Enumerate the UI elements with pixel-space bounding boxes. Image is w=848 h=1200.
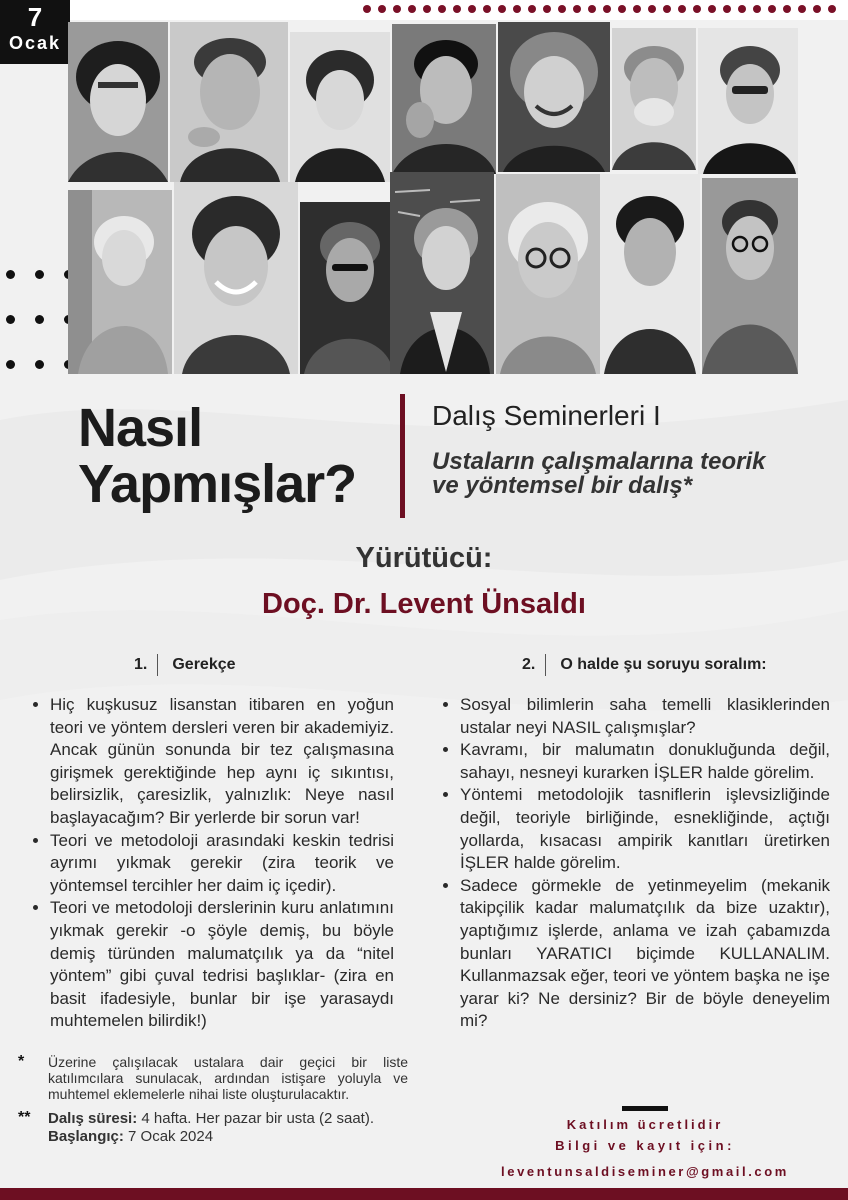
portrait-collage — [68, 22, 798, 374]
duration-text — [48, 1110, 408, 1146]
duration-value: 4 hafta. Her pazar bir usta (2 saat). — [141, 1110, 375, 1127]
subtitle-line: ve yöntemsel bir dalış* — [432, 472, 693, 499]
portrait-photo — [698, 28, 798, 174]
section2-body — [444, 694, 830, 1033]
contact-email[interactable]: leventunsaldiseminer@gmail.com — [501, 1164, 789, 1179]
contact-block — [460, 1106, 830, 1185]
portrait-photo — [174, 182, 298, 374]
asterisk-icon: * — [18, 1053, 25, 1070]
seminar-title — [78, 400, 356, 512]
subtitle-line: Ustaların çalışmalarına teorik — [432, 448, 766, 475]
double-asterisk-icon: ** — [18, 1109, 31, 1126]
start-value: 7 Ocak 2024 — [128, 1128, 214, 1145]
portrait-photo — [390, 172, 494, 374]
list-item: • Sosyal bilimlerin saha temelli klasiklerinden ustalar neyi NASIL çalışmışlar? — [460, 694, 830, 739]
portrait-photo — [600, 174, 700, 374]
left-dots-decoration — [6, 270, 73, 369]
title-divider — [400, 394, 405, 518]
presenter-name: Doç. Dr. Levent Ünsaldı — [262, 588, 586, 620]
list-item: • Kavramı, bir malumatın donukluğunda değil, sahayı, nesneyi kurarken İŞLER halde görelim. — [460, 739, 830, 784]
portrait-photo — [496, 174, 600, 374]
portrait-photo — [68, 190, 172, 374]
section1-heading — [134, 654, 236, 676]
seminar-subtitle — [432, 450, 822, 498]
contact-divider — [622, 1106, 668, 1111]
info-text: Bilgi ve kayıt için: — [555, 1138, 735, 1153]
date-day: 7 — [27, 2, 43, 32]
portrait-photo — [68, 22, 168, 182]
portrait-photo — [702, 178, 798, 374]
bottom-bar — [0, 1188, 848, 1200]
date-month: Ocak — [8, 33, 62, 53]
top-right-dots — [363, 5, 836, 13]
list-item: • Sadece görmekle de yetinmeyelim (mekanik takipçilik kadar malumatçılık da bize uzaktır), yaptığımız işlerde, anlama ve izah çabamızda bunları YARATICI biçimde KULLANALIM. Kullanmazsak eğer, teori ve yöntem başka ne işe yarar ki? Ne dersiniz? Bir de böyle deneyelim mi? — [460, 875, 830, 1033]
footnote — [18, 1054, 408, 1102]
duration-label: Dalış süresi: — [48, 1110, 138, 1127]
section2-heading — [522, 654, 767, 676]
presenter-label: Yürütücü: — [355, 542, 493, 574]
portrait-photo — [498, 22, 610, 172]
portrait-photo — [290, 32, 390, 182]
section1-body — [34, 694, 394, 1033]
fee-text: Katılım ücretlidir — [566, 1117, 724, 1132]
start-label: Başlangıç: — [48, 1128, 124, 1145]
portrait-photo — [392, 24, 496, 174]
section2-title: O halde şu soruyu soralım: — [560, 656, 767, 673]
duration-note — [18, 1110, 408, 1146]
list-item: • Teori ve metodoloji arasındaki keskin tedrisi ayrımı yıkmak gerekir (zira teorik ve yöntemsel tercihler her daim iç içedir). — [50, 830, 394, 898]
footnotes — [18, 1054, 408, 1146]
title-line: Nasıl — [78, 398, 203, 458]
title-line: Yapmışlar? — [78, 454, 357, 514]
list-item: • Teori ve metodoloji derslerinin kuru anlatımını yıkmak gerekir -o şöyle demiş, bu böyle demiş türünden malumatçılık ya da “nitel yöntem” gibi çuval tedrisi başlıklar- (zira en basit ifadesiyle, bunlar bir işe yarasaydı muhtemelen bilirdik!) — [50, 897, 394, 1033]
list-item: • Hiç kuşkusuz lisanstan itibaren en yoğun teori ve yöntem dersleri veren bir akademiyiz. Ancak günün sonunda bir tez çalışmasına girişmek gerektiğinde hep aynı iç sıkıntısı, belirsizlik, çaresizlik, yalnızlık: Neye nasıl başlayacağım? Bir yerlerde bir sorun var! — [50, 694, 394, 830]
portrait-photo — [612, 28, 696, 170]
portrait-photo — [170, 22, 288, 182]
portrait-photo — [300, 202, 396, 374]
list-item: • Yöntemi metodolojik tasniflerin işlevsizliğinde değil, teoriyle birliğinde, esnekliğinde, açtığı yollarda, kısacası ampirik kanıtları üretirken İŞLER halde görelim. — [460, 784, 830, 874]
date-badge — [0, 0, 70, 64]
section1-number: 1. — [134, 654, 158, 676]
footnote-text: Üzerine çalışılacak ustalara dair geçici bir liste katılımcılara sunulacak, ardından istişare yoluyla ve muhtemel eklemelerle nihai liste oluşturulacaktır. — [48, 1054, 408, 1102]
section2-number: 2. — [522, 654, 546, 676]
series-title: Dalış Seminerleri I — [432, 400, 661, 431]
section1-title: Gerekçe — [172, 656, 236, 673]
